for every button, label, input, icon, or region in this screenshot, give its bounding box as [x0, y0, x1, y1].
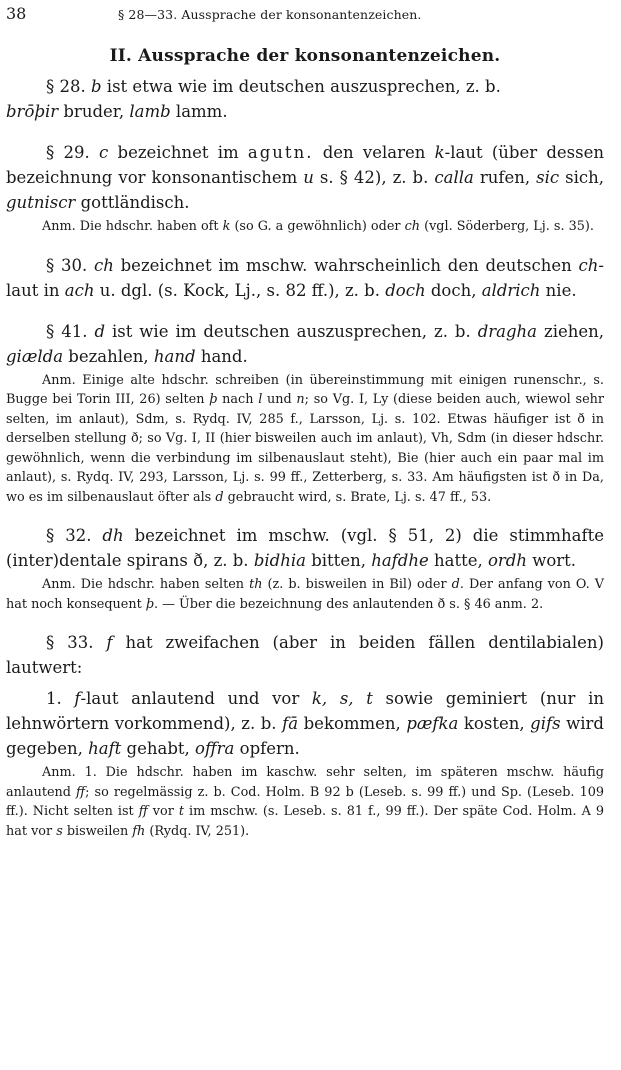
- note-29: Anm. Die hdschr. haben oft k (so G. a gewöhnlich) oder ch (vgl. Söderberg, Lj. s. 35).: [42, 219, 594, 234]
- section-marker: § 41.: [46, 321, 88, 341]
- section-marker: § 32.: [46, 526, 92, 545]
- running-head: [6, 4, 604, 28]
- section-marker: § 29.: [46, 143, 90, 162]
- paragraph-29: § 29. c bezeichnet im agutn. den velaren k-laut (über dessen bezeichnung vor konsonantischem u s. § 42), z. b. calla rufen, sic sich, gutniscr gottländisch.: [6, 143, 605, 212]
- paragraph-32: § 32. dh bezeichnet im mschw. (vgl. § 51, 2) die stimmhafte (inter)dentale spirans ð, z. b. bidhia bitten, hafdhe hatte, ordh wort.: [6, 526, 604, 570]
- list-number: 1.: [46, 689, 62, 708]
- paragraph-28: § 28. b ist etwa wie im deutschen auszusprechen, z. b. brōþir bruder, lamb lamm.: [6, 77, 501, 121]
- running-title: § 28—33. Aussprache der konsonantenzeichen.: [118, 7, 422, 22]
- note-33-1: Anm. 1. Die hdschr. haben im kaschw. sehr selten, im späteren mschw. häufig anlautend ff; so regelmässig z. b. Cod. Holm. B 92 b (Leseb. s. 99 ff.) und Sp. (Leseb. 109 ff.). Nicht selten ist ff vor t im mschw. (s. Leseb. s. 81 f., 99 ff.). Der späte Cod. Holm. A 9 hat vor s bisweilen fh (Rydq. IV, 251).: [6, 765, 604, 839]
- section-marker: § 30.: [46, 255, 88, 275]
- book-page: [6, 4, 604, 841]
- paragraph-41: § 41. d ist wie im deutschen auszusprechen, z. b. dragha ziehen, giælda bezahlen, hand hand.: [6, 321, 604, 366]
- page-number: 38: [6, 4, 27, 23]
- section-marker: § 33.: [46, 633, 94, 652]
- paragraph-33-item-1: 1. f-laut anlautend und vor k, s, t sowie geminiert (nur in lehnwörtern vorkommend), z. b. fā bekommen, pæfka kosten, gifs wird gegeben, haft gehabt, offra opfern.: [6, 689, 605, 758]
- paragraph-33: § 33. f hat zweifachen (aber in beiden fällen dentilabialen) lautwert:: [6, 633, 604, 677]
- note-32: Anm. Die hdschr. haben selten th (z. b. bisweilen in Bil) oder d. Der anfang von O. V hat noch konsequent þ. — Über die bezeichnung des anlautenden ð s. § 46 anm. 2.: [6, 577, 604, 612]
- note-41: Anm. Einige alte hdschr. schreiben (in übereinstimmung mit einigen runenschr., s. Bugge bei Torin III, 26) selten þ nach l und n; so Vg. I, Ly (diese beiden auch, wiewol sehr selten, im anlaut), Sdm, s. Rydq. IV, 285 f., Larsson, Lj. s. 102. Etwas häufiger ist ð in derselben stellung ð; so Vg. I, II (hier bisweilen auch im anlaut), Vh, Sdm (in dieser hdschr. gewöhnlich, wenn die verbindung im silbenauslaut steht), Bie (hier auch ein paar mal im anlaut), s. Rydq. IV, 293, Larsson, Lj. s. 99 ff., Zetterberg, s. 33. Am häufigsten ist ð in Da, wo es im silbenauslaut öfter als d gebraucht wird, s. Brate, Lj. s. 47 ff., 53.: [6, 372, 605, 505]
- paragraph-30: § 30. ch bezeichnet im mschw. wahrscheinlich den deutschen ch-laut in ach u. dgl. (s. Kock, Lj., s. 82 ff.), z. b. doch doch, aldrich nie.: [6, 255, 604, 300]
- section-heading: II. Aussprache der konsonantenzeichen.: [109, 46, 501, 66]
- section-marker: § 28.: [46, 77, 86, 96]
